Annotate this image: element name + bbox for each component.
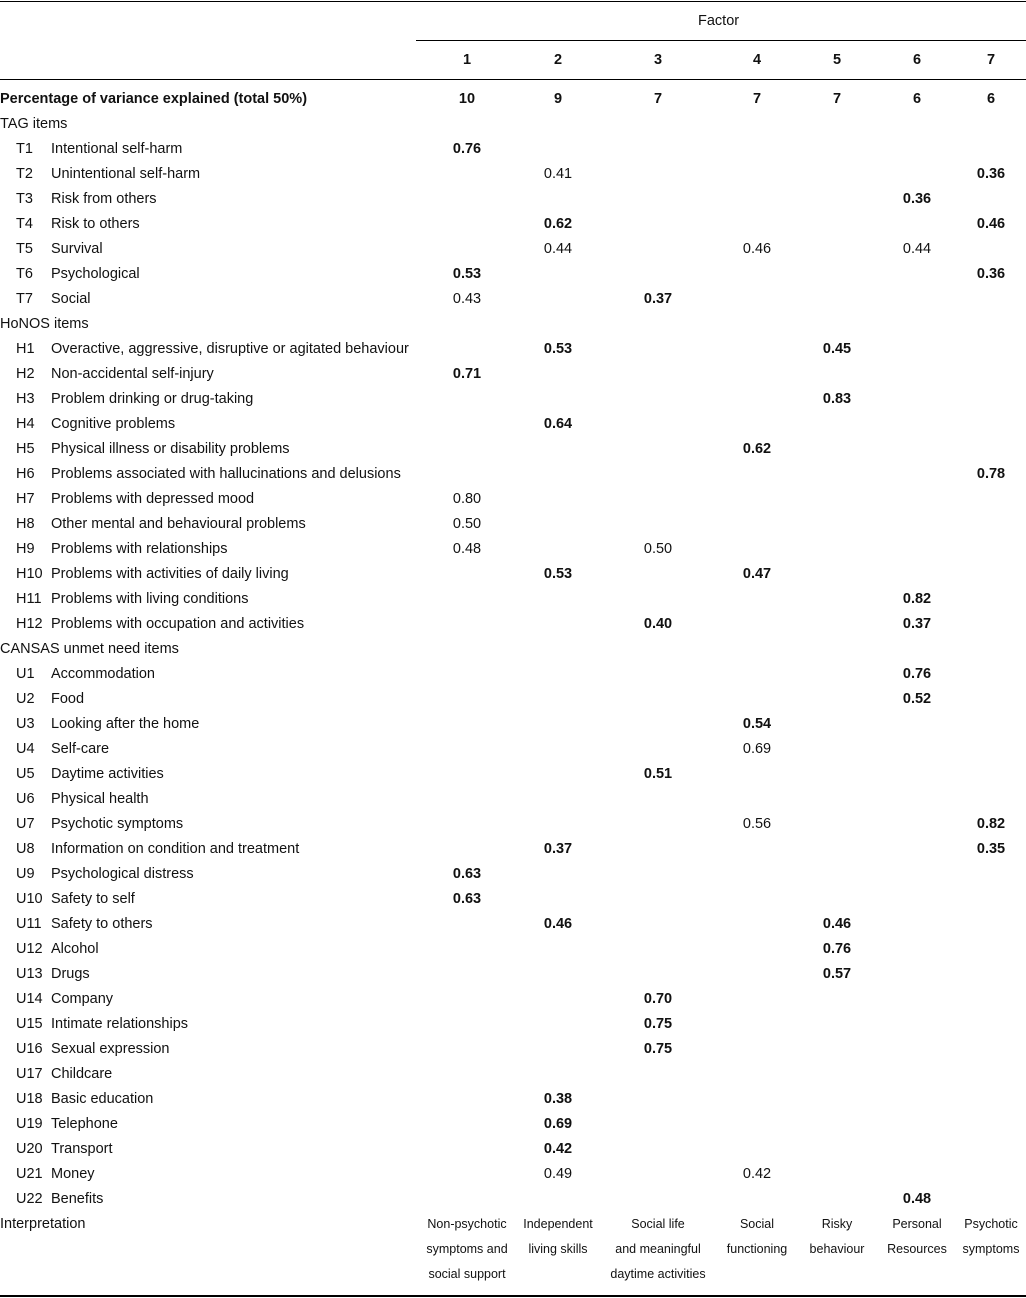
item-code: U10: [16, 891, 43, 907]
interpretation-factor-2: [503, 1212, 613, 1262]
item-label: Problems associated with hallucinations and delusions: [51, 466, 401, 482]
item-code: U5: [16, 766, 35, 782]
loading-cell: 0.40: [643, 616, 673, 632]
item-code: U14: [16, 991, 43, 1007]
item-code: T4: [16, 216, 33, 232]
item-label: Safety to self: [51, 891, 135, 907]
interpretation-line: Social: [739, 1217, 775, 1231]
loading-cell: 0.44: [902, 241, 932, 257]
variance-value-1: 10: [458, 91, 476, 107]
interpretation-label: Interpretation: [0, 1216, 86, 1232]
loading-cell: 0.51: [643, 766, 673, 782]
loading-cell: 0.42: [742, 1166, 772, 1182]
loading-cell: 0.48: [452, 541, 482, 557]
loading-cell: 0.62: [742, 441, 772, 457]
item-label: Physical health: [51, 791, 149, 807]
loading-cell: 0.57: [822, 966, 852, 982]
loading-cell: 0.48: [902, 1191, 932, 1207]
item-label: Unintentional self-harm: [51, 166, 201, 182]
item-code: T5: [16, 241, 33, 257]
item-label: Drugs: [51, 966, 90, 982]
loading-cell: 0.69: [543, 1116, 573, 1132]
interpretation-line: Social life: [631, 1217, 685, 1231]
item-label: Problems with occupation and activities: [51, 616, 305, 632]
loading-cell: 0.49: [543, 1166, 573, 1182]
item-label: Physical illness or disability problems: [51, 441, 290, 457]
item-code: H2: [16, 366, 35, 382]
loading-cell: 0.53: [452, 266, 482, 282]
item-code: U8: [16, 841, 35, 857]
item-label: Problems with activities of daily living: [51, 566, 289, 582]
variance-value-2: 9: [553, 91, 563, 107]
item-label: Safety to others: [51, 916, 153, 932]
item-label: Alcohol: [51, 941, 99, 957]
variance-label: Percentage of variance explained (total 50%): [0, 91, 308, 107]
loading-cell: 0.56: [742, 816, 772, 832]
factor-underline: [416, 40, 1026, 41]
loading-cell: 0.47: [742, 566, 772, 582]
item-label: Looking after the home: [51, 716, 200, 732]
loading-cell: 0.46: [976, 216, 1006, 232]
item-code: U19: [16, 1116, 43, 1132]
interpretation-line: Risky: [821, 1217, 853, 1231]
interpretation-line: Psychotic: [964, 1217, 1018, 1231]
item-code: U12: [16, 941, 43, 957]
loading-cell: 0.62: [543, 216, 573, 232]
section-title: HoNOS items: [0, 316, 89, 332]
loading-cell: 0.50: [643, 541, 673, 557]
interpretation-factor-7: [936, 1212, 1026, 1262]
item-code: H5: [16, 441, 35, 457]
loading-cell: 0.82: [902, 591, 932, 607]
loading-cell: 0.41: [543, 166, 573, 182]
loading-cell: 0.76: [822, 941, 852, 957]
section-title: TAG items: [0, 116, 68, 132]
item-code: H12: [16, 616, 43, 632]
item-label: Problem drinking or drug-taking: [51, 391, 254, 407]
factor-number-1: 1: [462, 52, 472, 68]
item-code: U3: [16, 716, 35, 732]
item-label: Telephone: [51, 1116, 118, 1132]
item-label: Accommodation: [51, 666, 155, 682]
item-label: Problems with depressed mood: [51, 491, 255, 507]
item-code: U11: [16, 916, 42, 932]
loading-cell: 0.76: [902, 666, 932, 682]
variance-value-6: 6: [912, 91, 922, 107]
loading-cell: 0.63: [452, 891, 482, 907]
loading-cell: 0.50: [452, 516, 482, 532]
item-label: Transport: [51, 1141, 113, 1157]
loading-cell: 0.36: [976, 266, 1006, 282]
item-code: U4: [16, 741, 35, 757]
interpretation-line: functioning: [726, 1242, 788, 1256]
item-label: Problems with relationships: [51, 541, 228, 557]
loading-cell: 0.37: [643, 291, 673, 307]
interpretation-line: Personal: [892, 1217, 942, 1231]
item-label: Cognitive problems: [51, 416, 176, 432]
loading-cell: 0.54: [742, 716, 772, 732]
loading-cell: 0.36: [976, 166, 1006, 182]
item-label: Childcare: [51, 1066, 113, 1082]
item-code: U16: [16, 1041, 43, 1057]
loading-cell: 0.53: [543, 566, 573, 582]
item-label: Risk to others: [51, 216, 140, 232]
interpretation-line: and meaningful: [615, 1242, 701, 1256]
interpretation-line: social support: [428, 1267, 506, 1281]
loading-cell: 0.45: [822, 341, 852, 357]
item-code: T7: [16, 291, 33, 307]
loading-cell: 0.78: [976, 466, 1006, 482]
item-code: H9: [16, 541, 35, 557]
loading-cell: 0.70: [643, 991, 673, 1007]
item-label: Psychological: [51, 266, 140, 282]
item-code: U2: [16, 691, 35, 707]
item-label: Benefits: [51, 1191, 104, 1207]
item-code: H7: [16, 491, 35, 507]
item-code: U18: [16, 1091, 43, 1107]
item-code: T6: [16, 266, 33, 282]
loading-cell: 0.76: [452, 141, 482, 157]
item-label: Daytime activities: [51, 766, 164, 782]
loading-cell: 0.69: [742, 741, 772, 757]
factor-number-7: 7: [986, 52, 996, 68]
interpretation-line: symptoms: [962, 1242, 1020, 1256]
loading-cell: 0.37: [902, 616, 932, 632]
item-code: H6: [16, 466, 35, 482]
loading-cell: 0.53: [543, 341, 573, 357]
item-label: Other mental and behavioural problems: [51, 516, 306, 532]
interpretation-line: symptoms and: [426, 1242, 508, 1256]
loading-cell: 0.46: [543, 916, 573, 932]
item-label: Self-care: [51, 741, 110, 757]
loading-cell: 0.71: [452, 366, 482, 382]
bottom-rule: [0, 1295, 1026, 1297]
interpretation-line: behaviour: [809, 1242, 865, 1256]
loading-cell: 0.82: [976, 816, 1006, 832]
item-label: Sexual expression: [51, 1041, 170, 1057]
item-code: T1: [16, 141, 33, 157]
item-code: U20: [16, 1141, 43, 1157]
item-label: Intimate relationships: [51, 1016, 189, 1032]
item-code: H3: [16, 391, 35, 407]
item-code: H11: [16, 591, 42, 607]
item-label: Social: [51, 291, 91, 307]
item-code: T3: [16, 191, 33, 207]
loading-cell: 0.43: [452, 291, 482, 307]
item-label: Company: [51, 991, 114, 1007]
loading-cell: 0.36: [902, 191, 932, 207]
item-code: U13: [16, 966, 43, 982]
item-code: H10: [16, 566, 43, 582]
item-code: H4: [16, 416, 35, 432]
loading-cell: 0.35: [976, 841, 1006, 857]
item-code: U22: [16, 1191, 43, 1207]
factor-number-3: 3: [653, 52, 663, 68]
item-label: Survival: [51, 241, 103, 257]
item-code: U15: [16, 1016, 43, 1032]
loading-cell: 0.37: [543, 841, 573, 857]
item-label: Information on condition and treatment: [51, 841, 300, 857]
factor-number-6: 6: [912, 52, 922, 68]
loading-cell: 0.46: [742, 241, 772, 257]
item-label: Non-accidental self-injury: [51, 366, 214, 382]
item-label: Problems with living conditions: [51, 591, 249, 607]
item-label: Psychological distress: [51, 866, 194, 882]
item-label: Overactive, aggressive, disruptive or agitated behaviour: [51, 341, 409, 357]
factor-number-2: 2: [553, 52, 563, 68]
interpretation-line: Independent: [523, 1217, 593, 1231]
top-rule: [0, 1, 1026, 2]
item-label: Intentional self-harm: [51, 141, 183, 157]
item-code: U21: [16, 1166, 43, 1182]
loading-cell: 0.38: [543, 1091, 573, 1107]
loading-cell: 0.42: [543, 1141, 573, 1157]
loading-cell: 0.75: [643, 1016, 673, 1032]
item-label: Psychotic symptoms: [51, 816, 184, 832]
loading-cell: 0.52: [902, 691, 932, 707]
variance-value-5: 7: [832, 91, 842, 107]
variance-value-7: 6: [986, 91, 996, 107]
loading-cell: 0.75: [643, 1041, 673, 1057]
factor-header: Factor: [698, 13, 740, 29]
section-title: CANSAS unmet need items: [0, 641, 179, 657]
variance-value-3: 7: [653, 91, 663, 107]
item-code: T2: [16, 166, 33, 182]
loading-cell: 0.46: [822, 916, 852, 932]
factor-number-4: 4: [752, 52, 762, 68]
item-code: U9: [16, 866, 35, 882]
item-code: U7: [16, 816, 35, 832]
factor-number-5: 5: [832, 52, 842, 68]
loading-cell: 0.80: [452, 491, 482, 507]
header-bottom-rule: [0, 79, 1026, 80]
interpretation-line: Non-psychotic: [427, 1217, 507, 1231]
loading-cell: 0.63: [452, 866, 482, 882]
item-code: H8: [16, 516, 35, 532]
interpretation-factor-3: [603, 1212, 713, 1287]
item-label: Basic education: [51, 1091, 154, 1107]
loading-cell: 0.83: [822, 391, 852, 407]
interpretation-line: living skills: [528, 1242, 588, 1256]
variance-value-4: 7: [752, 91, 762, 107]
item-label: Food: [51, 691, 85, 707]
item-code: U17: [16, 1066, 43, 1082]
item-label: Money: [51, 1166, 95, 1182]
interpretation-line: Resources: [887, 1242, 947, 1256]
item-label: Risk from others: [51, 191, 157, 207]
loading-cell: 0.64: [543, 416, 573, 432]
item-code: U1: [16, 666, 35, 682]
item-code: U6: [16, 791, 35, 807]
item-code: H1: [16, 341, 35, 357]
loading-cell: 0.44: [543, 241, 573, 257]
interpretation-line: daytime activities: [610, 1267, 706, 1281]
